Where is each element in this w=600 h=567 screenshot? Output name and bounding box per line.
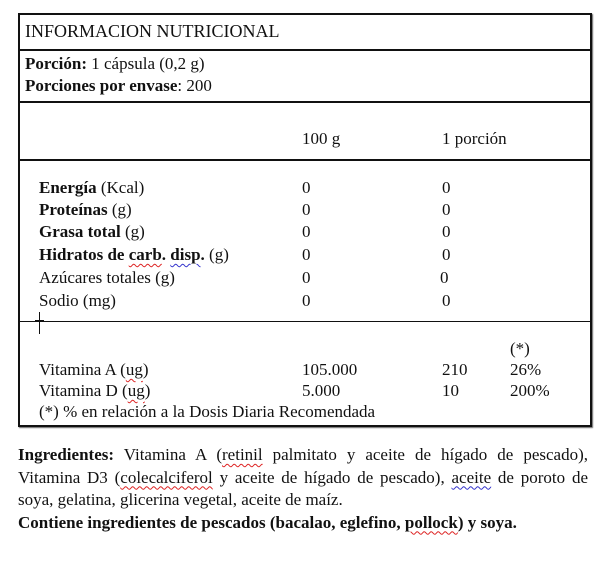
column-header-100g: 100 g <box>302 129 341 148</box>
nutrient-value-100g: 0 <box>302 245 311 264</box>
table-title-section <box>20 15 590 51</box>
nutrient-name: Sodio (mg) <box>39 291 116 310</box>
text-cursor <box>39 312 40 334</box>
nutrient-value-portion: 0 <box>442 222 451 241</box>
nutrient-name: Proteínas (g) <box>39 200 132 219</box>
ingredients-block <box>18 444 588 534</box>
nutrient-value-100g: 0 <box>302 178 311 197</box>
nutrient-value-100g: 0 <box>302 291 311 310</box>
portion-value: 1 cápsula (0,2 g) <box>87 54 205 73</box>
footnote: (*) % en relación a la Dosis Diaria Recomendada <box>39 402 376 421</box>
nutrient-value-100g: 0 <box>302 222 311 241</box>
vitamin-dri: 200% <box>510 381 550 400</box>
vitamin-value-portion: 210 <box>442 360 468 379</box>
dri-column-header: (*) <box>510 339 530 358</box>
vitamins-section <box>20 323 590 425</box>
nutrient-value-portion: 0 <box>442 245 451 264</box>
portion-section <box>20 51 590 103</box>
vitamin-value-100g: 5.000 <box>302 381 341 400</box>
servings-value: : 200 <box>177 76 212 95</box>
nutrient-name: Energía (Kcal) <box>39 178 145 197</box>
ingredients-label: Ingredientes: <box>18 445 115 464</box>
vitamin-name: Vitamina A (ug) <box>39 360 149 379</box>
vitamin-dri: 26% <box>510 360 542 379</box>
allergens-statement: Contiene ingredientes de pescados (bacalao, eglefino, pollock) y soya. <box>18 512 517 532</box>
vitamin-name: Vitamina D (ug) <box>39 381 151 400</box>
column-header-section <box>20 103 590 161</box>
portion-line <box>25 54 205 74</box>
nutrient-name: Hidratos de carb. disp. (g) <box>39 245 229 264</box>
table-title: INFORMACION NUTRICIONAL <box>25 21 280 41</box>
servings-label: Porciones por envase <box>25 76 178 95</box>
nutrition-facts-table <box>18 13 592 427</box>
portion-label: Porción: <box>25 54 88 73</box>
vitamin-value-portion: 10 <box>442 381 459 400</box>
nutrient-value-100g: 0 <box>302 268 311 287</box>
servings-line <box>25 76 212 96</box>
nutrients-section <box>20 161 590 322</box>
nutrient-value-100g: 0 <box>302 200 311 219</box>
nutrient-name: Grasa total (g) <box>39 222 145 241</box>
ingredients-paragraph: Ingredientes: Vitamina A (retinil palmitato y aceite de hígado de pescado), Vitamina D3 (colecalciferol y aceite de hígado de pescado), aceite de poroto de soya, gelatina, glicerina vegetal, aceite de maíz. <box>18 445 588 509</box>
nutrient-name: Azúcares totales (g) <box>39 268 175 287</box>
nutrient-value-portion: 0 <box>442 200 451 219</box>
vitamin-value-100g: 105.000 <box>302 360 358 379</box>
nutrient-value-portion: 0 <box>442 291 451 310</box>
column-header-portion: 1 porción <box>442 129 507 148</box>
nutrient-value-portion: 0 <box>442 178 451 197</box>
nutrient-value-portion: 0 <box>440 268 449 287</box>
